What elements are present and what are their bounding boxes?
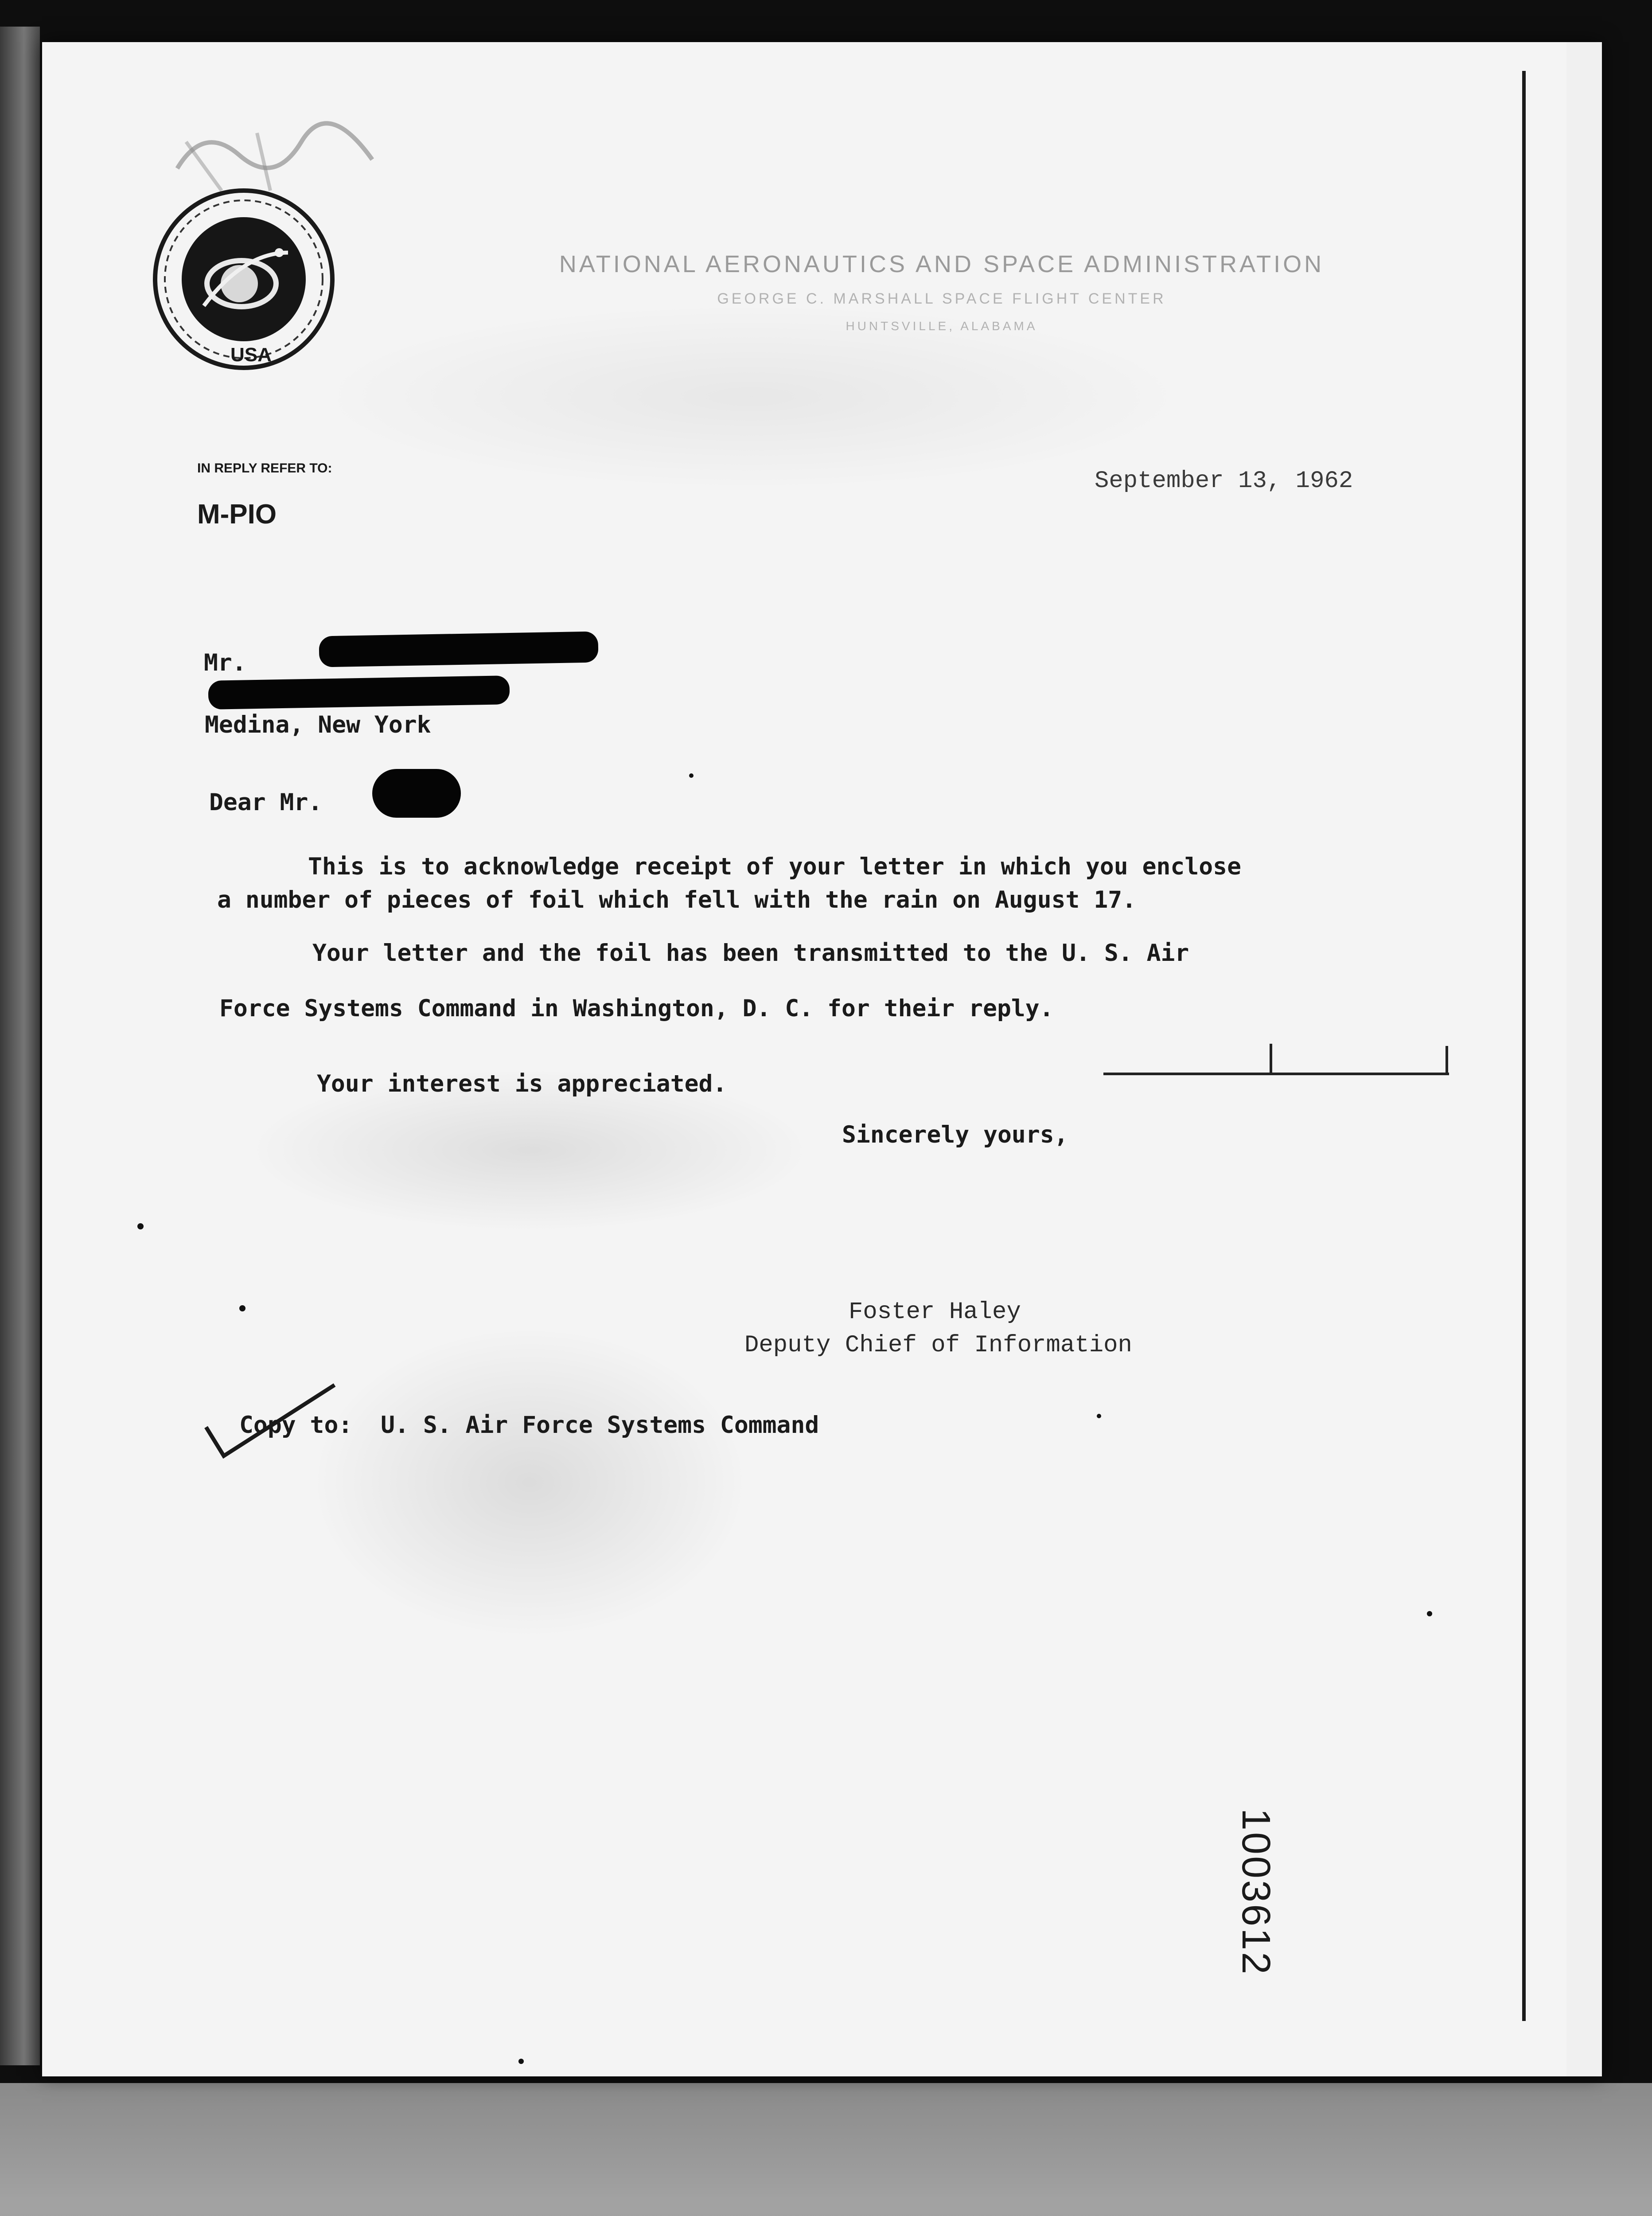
letterhead-location: HUNTSVILLE, ALABAMA: [845, 319, 1038, 333]
scan-speck: [239, 1305, 245, 1311]
signature-line: [1103, 1073, 1449, 1075]
redaction-address: [208, 675, 510, 710]
signature-line-end: [1446, 1046, 1448, 1075]
scan-speck: [518, 2059, 524, 2064]
paragraph-1-line-2: a number of pieces of foil which fell with the rain on August 17.: [217, 886, 1137, 913]
document-number: 1003612: [1234, 1808, 1278, 1976]
signer-name: Foster Haley: [849, 1299, 1021, 1326]
recipient-prefix: Mr.: [204, 649, 246, 676]
paragraph-3: Your interest is appreciated.: [317, 1070, 727, 1097]
nasa-seal-icon: [151, 186, 337, 372]
redaction-greeting-name: [372, 769, 461, 818]
copy-label: Copy to:: [239, 1412, 353, 1439]
reference-code: M-PIO: [197, 499, 277, 530]
page-right-edge-line: [1522, 71, 1526, 2021]
letter-date: September 13, 1962: [1095, 468, 1353, 495]
signature-line-tick: [1270, 1044, 1272, 1075]
letterhead-center: GEORGE C. MARSHALL SPACE FLIGHT CENTER: [717, 290, 1166, 307]
scan-table-surface: [0, 2083, 1652, 2216]
copy-line: [239, 1412, 819, 1439]
recipient-city: Medina, New York: [205, 711, 431, 738]
scan-speck: [1427, 1611, 1432, 1616]
closing: Sincerely yours,: [842, 1121, 1068, 1148]
scan-speck: [1097, 1414, 1101, 1418]
greeting-prefix: Dear Mr.: [209, 789, 323, 816]
paragraph-2-line-2: Force Systems Command in Washington, D. C. for their reply.: [219, 995, 1054, 1022]
paragraph-1-line-1: This is to acknowledge receipt of your letter in which you enclose: [308, 853, 1241, 880]
svg-text:USA: USA: [230, 344, 272, 366]
copy-recipient: U. S. Air Force Systems Command: [381, 1412, 819, 1439]
letterhead: [510, 250, 1374, 333]
paragraph-2-line-1: Your letter and the foil has been transmitted to the U. S. Air: [312, 940, 1189, 967]
film-edge: [0, 27, 40, 2065]
reference-label: IN REPLY REFER TO:: [197, 461, 332, 476]
scan-speck: [689, 773, 694, 778]
letterhead-agency: NATIONAL AERONAUTICS AND SPACE ADMINISTRATION: [559, 251, 1325, 277]
redaction-name: [319, 632, 598, 667]
scan-speck: [137, 1223, 144, 1229]
signer-title: Deputy Chief of Information: [744, 1332, 1132, 1359]
